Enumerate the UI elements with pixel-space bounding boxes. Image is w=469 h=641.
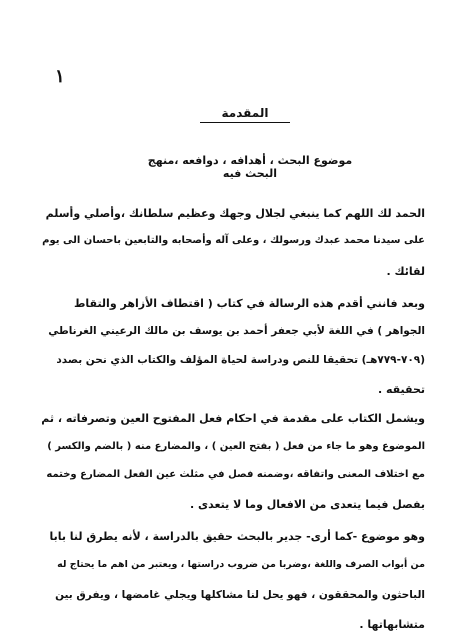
text-line: الجواهر ) في اللغة لأبي جعفر أحمد بن يوسف بن مالك الرعيني الغرناطي <box>48 325 425 337</box>
text-line: تحقيقه . <box>377 383 425 396</box>
text-line: لقائك . <box>386 265 425 278</box>
text-line: ويشمل الكتاب على مقدمة في احكام فعل المفتوح العين وتصرفاته ، ثم <box>41 412 425 425</box>
text-line: بفصل فيما يتعدى من الافعال وما لا يتعدى . <box>190 498 425 511</box>
text-line: وبعد فانني أقدم هذه الرسالة في كتاب ( اقتطاف الأزاهر والتقاط <box>73 297 425 310</box>
page-number: ١ <box>55 66 65 87</box>
text-line: الحمد لك اللهم كما ينبغي لجلال وجهك وعظيم سلطانك ،وأصلي وأسلم <box>45 207 425 220</box>
text-line: مع اختلاف المعنى واتفاقه ،وضمنه فصل في مثلث عين الفعل المضارع وختمه <box>46 469 425 480</box>
text-line: من أبواب الصرف واللغة ،وضربا من ضروب دراستها ، ويعتبر من اهم ما يحتاج له <box>57 559 425 570</box>
section-subheading: موضوع البحث ، أهدافه ، دوافعه ،منهج البحث فيه <box>147 154 353 180</box>
section-heading: المقدمة <box>200 106 290 123</box>
text-line: (٧٠٩-٧٧٩هـ) تحقيقا للنص ودراسة لحياة المؤلف والكتاب الذي نحن بصدد <box>56 354 425 366</box>
text-line: وهو موضوع -كما أرى- جدير بالبحث حقيق بالدراسة ، لأنه يطرق لنا بابا <box>49 530 425 543</box>
text-line: على سيدنا محمد عبدك ورسولك ، وعلى آله وأصحابه والتابعين باحسان الى يوم <box>42 235 425 246</box>
text-line: الموضوع وهو ما جاء من فعل ( بفتح العين ) ، والمضارع منه ( بالضم والكسر ) <box>47 441 425 452</box>
text-line: متشابهاتها . <box>359 618 425 631</box>
text-line: الباحثون والمحققون ، فهو يحل لنا مشاكلها ويجلي غامضها ، ويفرق بين <box>55 589 425 601</box>
